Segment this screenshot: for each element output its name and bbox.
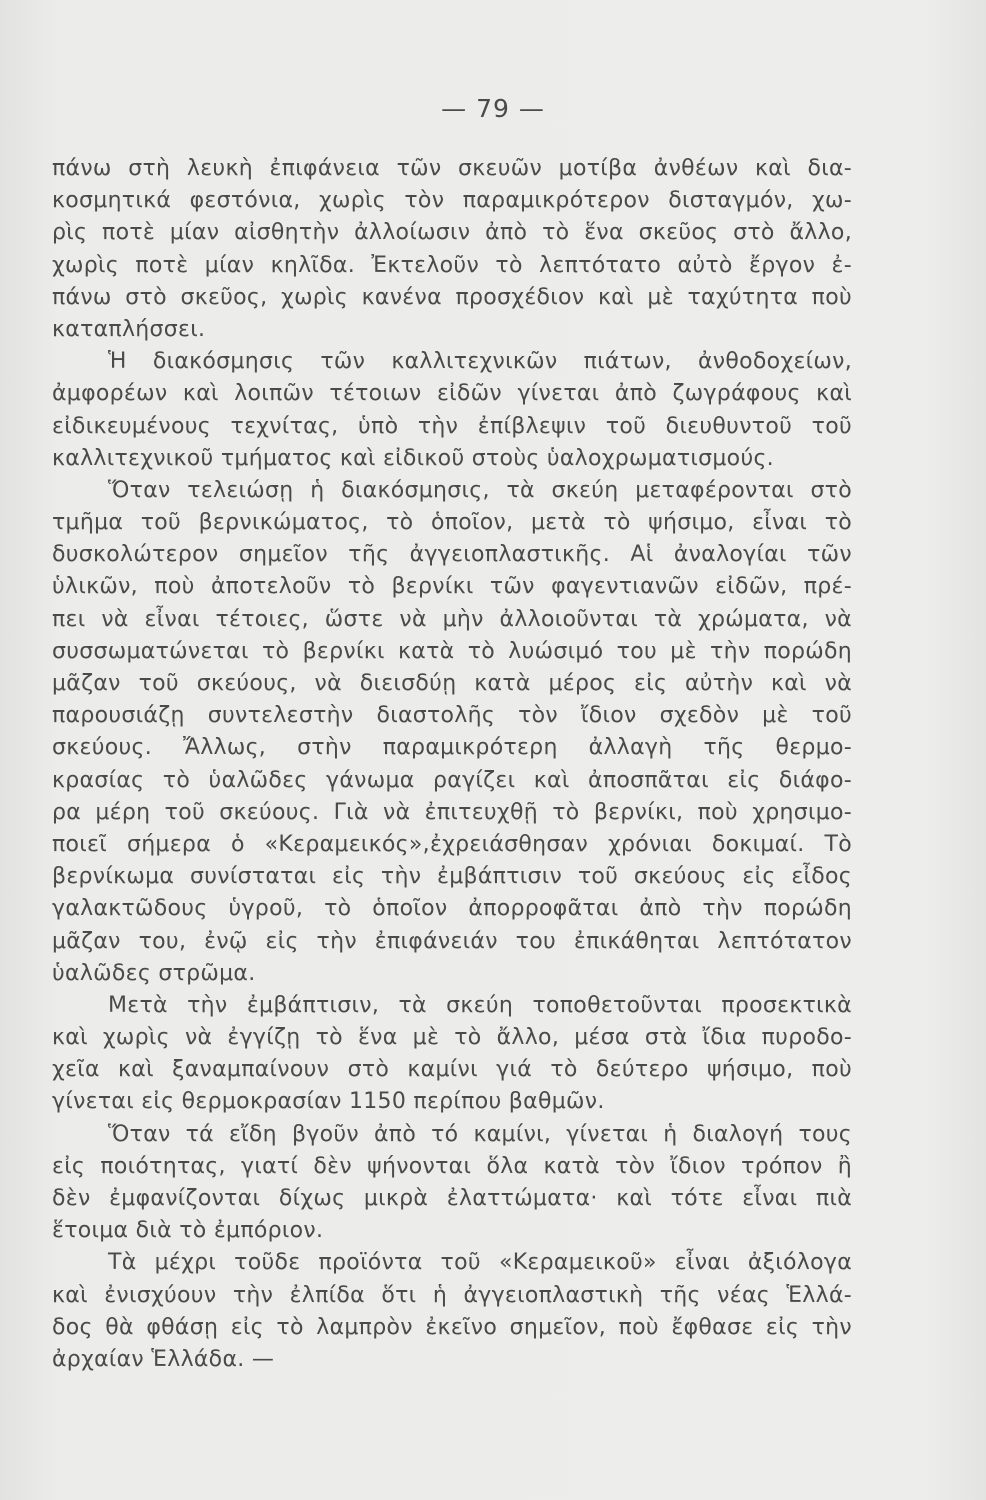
text-line: ἀρχαίαν Ἑλλάδα. — xyxy=(52,1346,275,1372)
text-line: ὑαλῶδες στρῶμα. xyxy=(52,960,256,986)
text-line: κρασίας τὸ ὑαλῶδες γάνωμα ραγίζει καὶ ἀποσπᾶται εἰς διάφο- xyxy=(52,767,852,793)
text-line: δυσκολώτερον σημεῖον τῆς ἀγγειοπλαστικῆς. Αἱ ἀναλογίαι τῶν xyxy=(52,542,852,568)
page-number: — 79 — xyxy=(441,94,545,123)
text-line: καὶ χωρὶς νὰ ἐγγίζῃ τὸ ἕνα μὲ τὸ ἄλλο, μέσα στὰ ἴδια πυροδο- xyxy=(52,1025,852,1051)
text-line: σκεύους. Ἄλλως, στὴν παραμικρότερη ἀλλαγὴ τῆς θερμο- xyxy=(52,735,852,761)
paragraph-1 xyxy=(52,153,852,346)
text-line: γίνεται εἰς θερμοκρασίαν 1150 περίπου βαθμῶν. xyxy=(52,1089,605,1115)
text-line: Μετὰ τὴν ἐμβάπτισιν, τὰ σκεύη τοποθετοῦνται προσεκτικὰ xyxy=(108,992,852,1018)
text-line: συσσωματώνεται τὸ βερνίκι κατὰ τὸ λυώσιμό του μὲ τὴν πορώδη xyxy=(52,638,852,664)
body-text xyxy=(52,153,852,1376)
text-line: εἰδικευμένους τεχνίτας, ὑπὸ τὴν ἐπίβλεψιν τοῦ διευθυντοῦ τοῦ xyxy=(52,413,852,439)
text-line: πάνω στὴ λευκὴ ἐπιφάνεια τῶν σκευῶν μοτίβα ἀνθέων καὶ δια- xyxy=(52,156,852,181)
text-line: Ὅταν τά εἴδη βγοῦν ἀπὸ τό καμίνι, γίνεται ἡ διαλογή τους xyxy=(108,1121,852,1147)
paragraph-3 xyxy=(52,475,852,990)
text-line: χωρὶς ποτὲ μίαν κηλῖδα. Ἐκτελοῦν τὸ λεπτότατο αὐτὸ ἔργον ἐ- xyxy=(52,252,852,278)
text-line: καλλιτεχνικοῦ τμήματος καὶ εἰδικοῦ στοὺς ὑαλοχρωματισμούς. xyxy=(52,445,774,471)
text-line: πάνω στὸ σκεῦος, χωρὶς κανένα προσχέδιον καὶ μὲ ταχύτητα ποὺ xyxy=(52,284,852,310)
text-line: Ὅταν τελειώσῃ ἡ διακόσμησις, τὰ σκεύη μεταφέρονται στὸ xyxy=(108,477,852,503)
text-line: ρα μέρη τοῦ σκεύους. Γιὰ νὰ ἐπιτευχθῇ τὸ βερνίκι, ποὺ χρησιμο- xyxy=(52,799,852,825)
text-line: μᾶζαν του, ἐνῷ εἰς τὴν ἐπιφάνειάν του ἐπικάθηται λεπτότατον xyxy=(52,928,852,954)
paragraph-6 xyxy=(52,1247,852,1376)
text-line: ποιεῖ σήμερα ὁ «Κεραμεικός»,ἐχρειάσθησαν χρόνιαι δοκιμαί. Τὸ xyxy=(52,831,852,857)
paragraph-4 xyxy=(52,990,852,1119)
paragraph-2 xyxy=(52,346,852,475)
text-line: Τὰ μέχρι τοῦδε προϊόντα τοῦ «Κεραμεικοῦ» εἶναι ἀξιόλογα xyxy=(108,1250,852,1276)
text-line: Ἡ διακόσμησις τῶν καλλιτεχνικῶν πιάτων, ἀνθοδοχείων, xyxy=(108,349,852,375)
text-line: ρὶς ποτὲ μίαν αἰσθητὴν ἀλλοίωσιν ἀπὸ τὸ ἕνα σκεῦος στὸ ἄλλο, xyxy=(52,220,852,246)
text-line: πει νὰ εἶναι τέτοιες, ὥστε νὰ μὴν ἀλλοιοῦνται τὰ χρώματα, νὰ xyxy=(52,606,852,632)
text-line: παρουσιάζῃ συντελεστὴν διαστολῆς τὸν ἴδιον σχεδὸν μὲ τοῦ xyxy=(52,703,852,729)
text-line: εἰς ποιότητας, γιατί δὲν ψήνονται ὅλα κατὰ τὸν ἴδιον τρόπον ἢ xyxy=(52,1153,852,1179)
text-line: ὑλικῶν, ποὺ ἀποτελοῦν τὸ βερνίκι τῶν φαγεντιανῶν εἰδῶν, πρέ- xyxy=(52,574,852,600)
text-line: ἀμφορέων καὶ λοιπῶν τέτοιων εἰδῶν γίνεται ἀπὸ ζωγράφους καὶ xyxy=(52,381,852,407)
text-line: καὶ ἐνισχύουν τὴν ἐλπίδα ὅτι ἡ ἀγγειοπλαστικὴ τῆς νέας Ἑλλά- xyxy=(52,1282,852,1308)
paragraph-5 xyxy=(52,1119,852,1248)
text-line: βερνίκωμα συνίσταται εἰς τὴν ἐμβάπτισιν τοῦ σκεύους εἰς εἶδος xyxy=(52,864,852,890)
text-line: μᾶζαν τοῦ σκεύους, νὰ διεισδύῃ κατὰ μέρος εἰς αὐτὴν καὶ νὰ xyxy=(52,671,852,696)
text-line: δος θὰ φθάσῃ εἰς τὸ λαμπρὸν ἐκεῖνο σημεῖον, ποὺ ἔφθασε εἰς τὴν xyxy=(52,1314,852,1340)
text-line: ἕτοιμα διὰ τὸ ἐμπόριον. xyxy=(52,1218,324,1244)
text-line: γαλακτῶδους ὑγροῦ, τὸ ὁποῖον ἀπορροφᾶται ἀπὸ τὴν πορώδη xyxy=(52,896,852,922)
text-line: τμῆμα τοῦ βερνικώματος, τὸ ὁποῖον, μετὰ τὸ ψήσιμο, εἶναι τὸ xyxy=(52,510,852,536)
text-line: καταπλήσσει. xyxy=(52,316,206,342)
text-line: δὲν ἐμφανίζονται δίχως μικρὰ ἐλαττώματα· καὶ τότε εἶναι πιὰ xyxy=(52,1186,852,1211)
text-line: χεῖα καὶ ξαναμπαίνουν στὸ καμίνι γιά τὸ δεύτερο ψήσιμο, ποὺ xyxy=(52,1057,852,1083)
text-line: κοσμητικά φεστόνια, χωρὶς τὸν παραμικρότερον δισταγμόν, χω- xyxy=(52,188,852,214)
